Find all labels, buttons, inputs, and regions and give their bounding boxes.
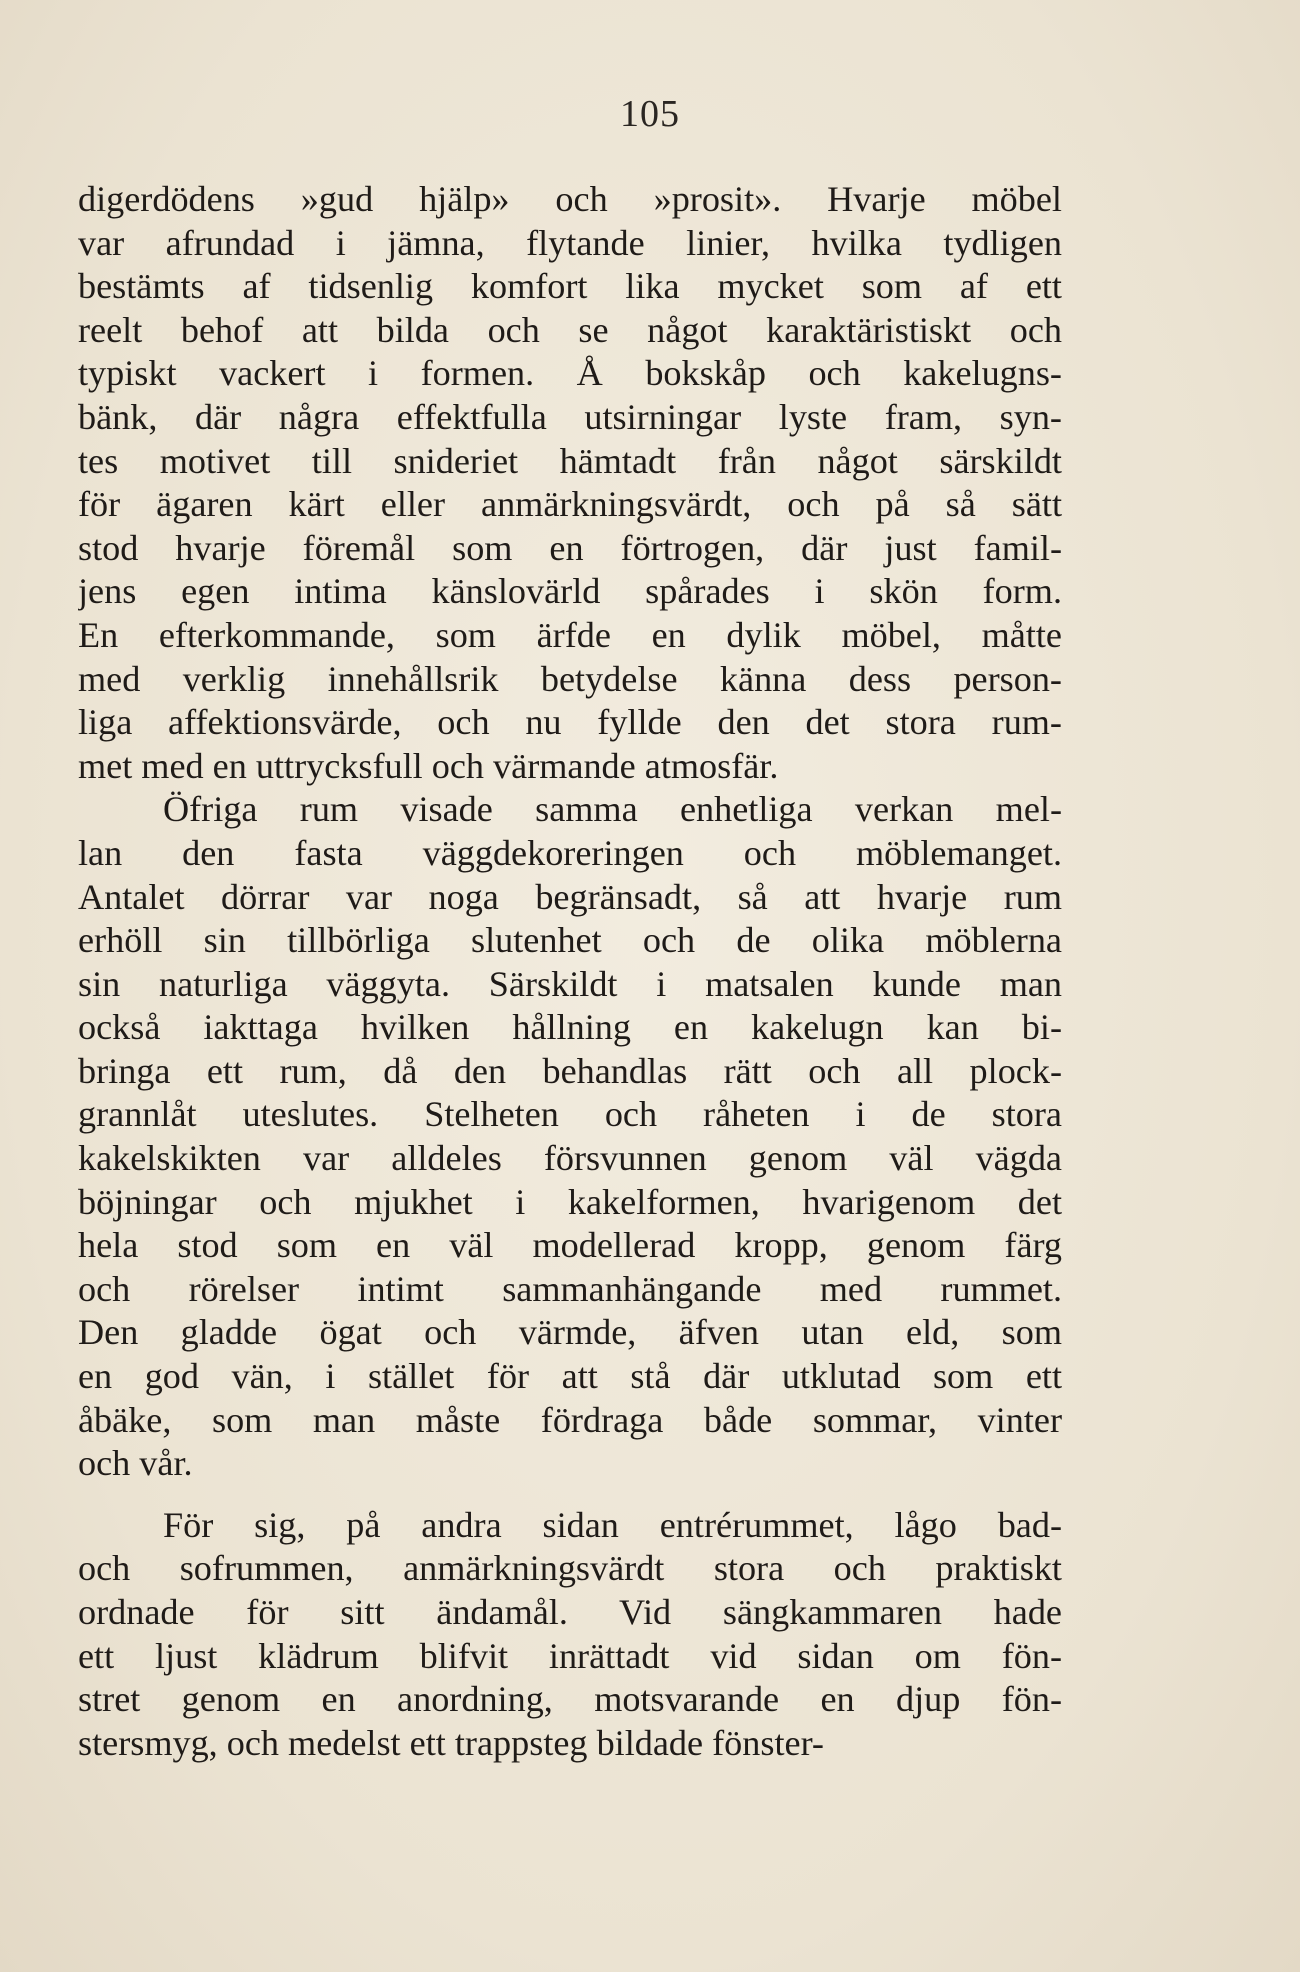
text-line: bestämts af tidsenlig komfort lika mycket som af ett	[78, 266, 1062, 307]
text-line: böjningar och mjukhet i kakelformen, hvarigenom det	[78, 1181, 1062, 1222]
text-line: stod hvarje föremål som en förtrogen, där just famil-	[78, 527, 1062, 568]
text-line: och vår.	[78, 1443, 193, 1484]
text-line: en god vän, i stället för att stå där utklutad som ett	[78, 1356, 1062, 1397]
text-line: För sig, på andra sidan entrérummet, lågo bad-	[163, 1504, 1062, 1545]
text-line: stersmyg, och medelst ett trappsteg bildade fönster-	[78, 1722, 824, 1763]
text-line: ordnade för sitt ändamål. Vid sängkammaren hade	[78, 1592, 1062, 1632]
paragraph	[78, 1504, 1062, 1766]
text-line: också iakttaga hvilken hållning en kakelugn kan bi-	[78, 1007, 1062, 1048]
text-line: En efterkommande, som ärfde en dylik möbel, måtte	[78, 614, 1062, 655]
text-line: jens egen intima känslovärld spårades i skön form.	[78, 571, 1062, 612]
text-line: lan den fasta väggdekoreringen och möblemanget.	[78, 832, 1062, 873]
text-line: och sofrummen, anmärkningsvärdt stora och praktiskt	[78, 1548, 1062, 1589]
text-line: och rörelser intimt sammanhängande med rummet.	[78, 1268, 1062, 1309]
text-line: Öfriga rum visade samma enhetliga verkan mel-	[163, 789, 1062, 830]
text-line: erhöll sin tillbörliga slutenhet och de olika möblerna	[78, 920, 1062, 961]
text-line: met med en uttrycksfull och värmande atmosfär.	[78, 745, 779, 786]
text-line: stret genom en anordning, motsvarande en djup fön-	[78, 1679, 1062, 1720]
text-line: åbäke, som man måste fördraga både sommar, vinter	[78, 1399, 1062, 1440]
text-line: digerdödens »gud hjälp» och »prosit». Hvarje möbel	[78, 179, 1062, 219]
text-line: liga affektionsvärde, och nu fyllde den det stora rum-	[78, 702, 1062, 743]
text-line: Antalet dörrar var noga begränsadt, så att hvarje rum	[78, 876, 1062, 917]
text-line: med verklig innehållsrik betydelse känna dess person-	[78, 658, 1062, 699]
text-line: hela stod som en väl modellerad kropp, genom färg	[78, 1225, 1062, 1266]
text-line: ett ljust klädrum blifvit inrättadt vid sidan om fön-	[78, 1635, 1062, 1676]
text-line: bringa ett rum, då den behandlas rätt och all plock-	[78, 1050, 1062, 1091]
paragraph-gap	[78, 1486, 1062, 1504]
body-text	[78, 178, 1062, 1765]
text-line: kakelskikten var alldeles försvunnen genom väl vägda	[78, 1138, 1062, 1179]
text-line: Den gladde ögat och värmde, äfven utan eld, som	[78, 1312, 1062, 1353]
text-line: var afrundad i jämna, flytande linier, hvilka tydligen	[78, 222, 1062, 263]
text-line: bänk, där några effektfulla utsirningar lyste fram, syn-	[78, 396, 1062, 437]
text-line: typiskt vackert i formen. Å bokskåp och kakelugns-	[78, 353, 1062, 394]
text-line: sin naturliga väggyta. Särskildt i matsalen kunde man	[78, 963, 1062, 1004]
text-line: för ägaren kärt eller anmärkningsvärdt, och på så sätt	[78, 484, 1062, 525]
text-line: tes motivet till snideriet hämtadt från något särskildt	[78, 440, 1062, 481]
paragraph	[78, 788, 1062, 1486]
text-line: reelt behof att bilda och se något karaktäristiskt och	[78, 309, 1062, 350]
page-number: 105	[620, 93, 680, 135]
text-line: grannlåt uteslutes. Stelheten och råheten i de stora	[78, 1094, 1062, 1135]
paragraph	[78, 178, 1062, 788]
